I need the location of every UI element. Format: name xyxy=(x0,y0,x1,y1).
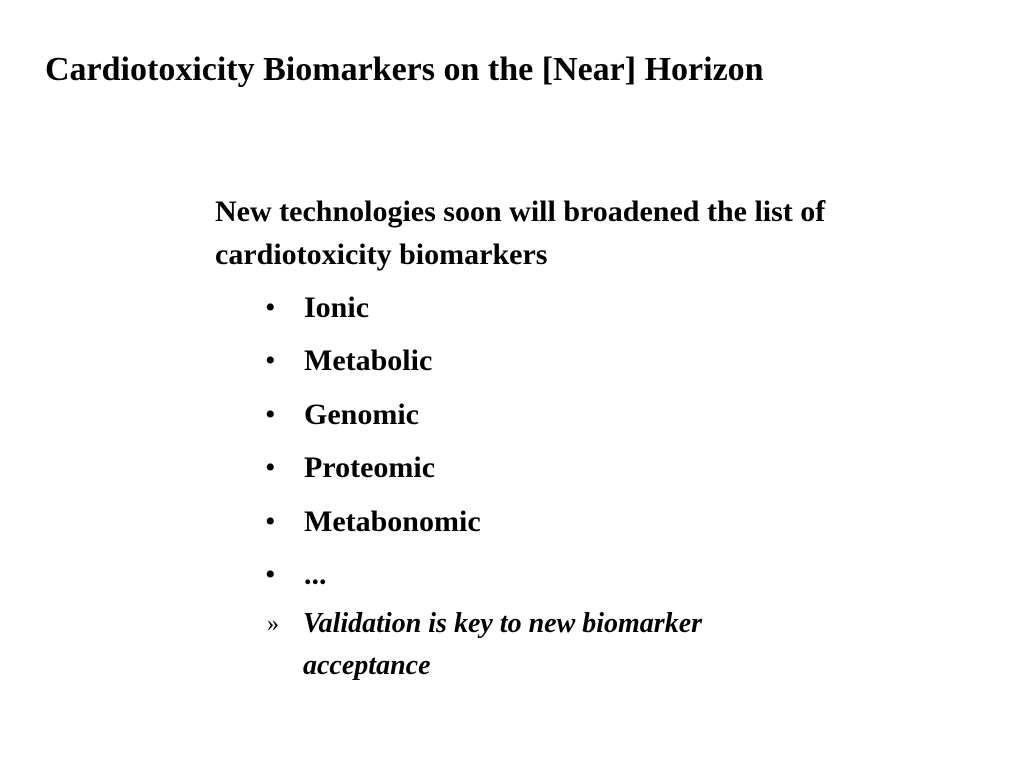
bullet-icon: • xyxy=(265,397,276,431)
list-item-label: Metabolic xyxy=(304,344,433,378)
bullet-icon: • xyxy=(265,291,276,324)
slide-title: Cardiotoxicity Biomarkers on the [Near] Horizon xyxy=(45,51,764,88)
list-item-label: Proteomic xyxy=(304,451,436,485)
list-item-label: Ionic xyxy=(304,291,370,324)
bullet-icon: • xyxy=(265,344,276,378)
intro-text: New technologies soon will broadened the list of cardiotoxicity biomarkers xyxy=(215,195,826,271)
validation-note-text: Validation is key to new biomarker acceptance xyxy=(303,608,703,681)
list-item-label: ... xyxy=(304,557,327,591)
bullet-icon: • xyxy=(265,451,276,485)
double-chevron-icon: » xyxy=(267,611,279,637)
list-item-label: Metabonomic xyxy=(304,504,481,538)
list-item-label: Genomic xyxy=(304,397,419,431)
bullet-icon: • xyxy=(265,504,276,538)
bullet-icon: • xyxy=(265,557,276,591)
